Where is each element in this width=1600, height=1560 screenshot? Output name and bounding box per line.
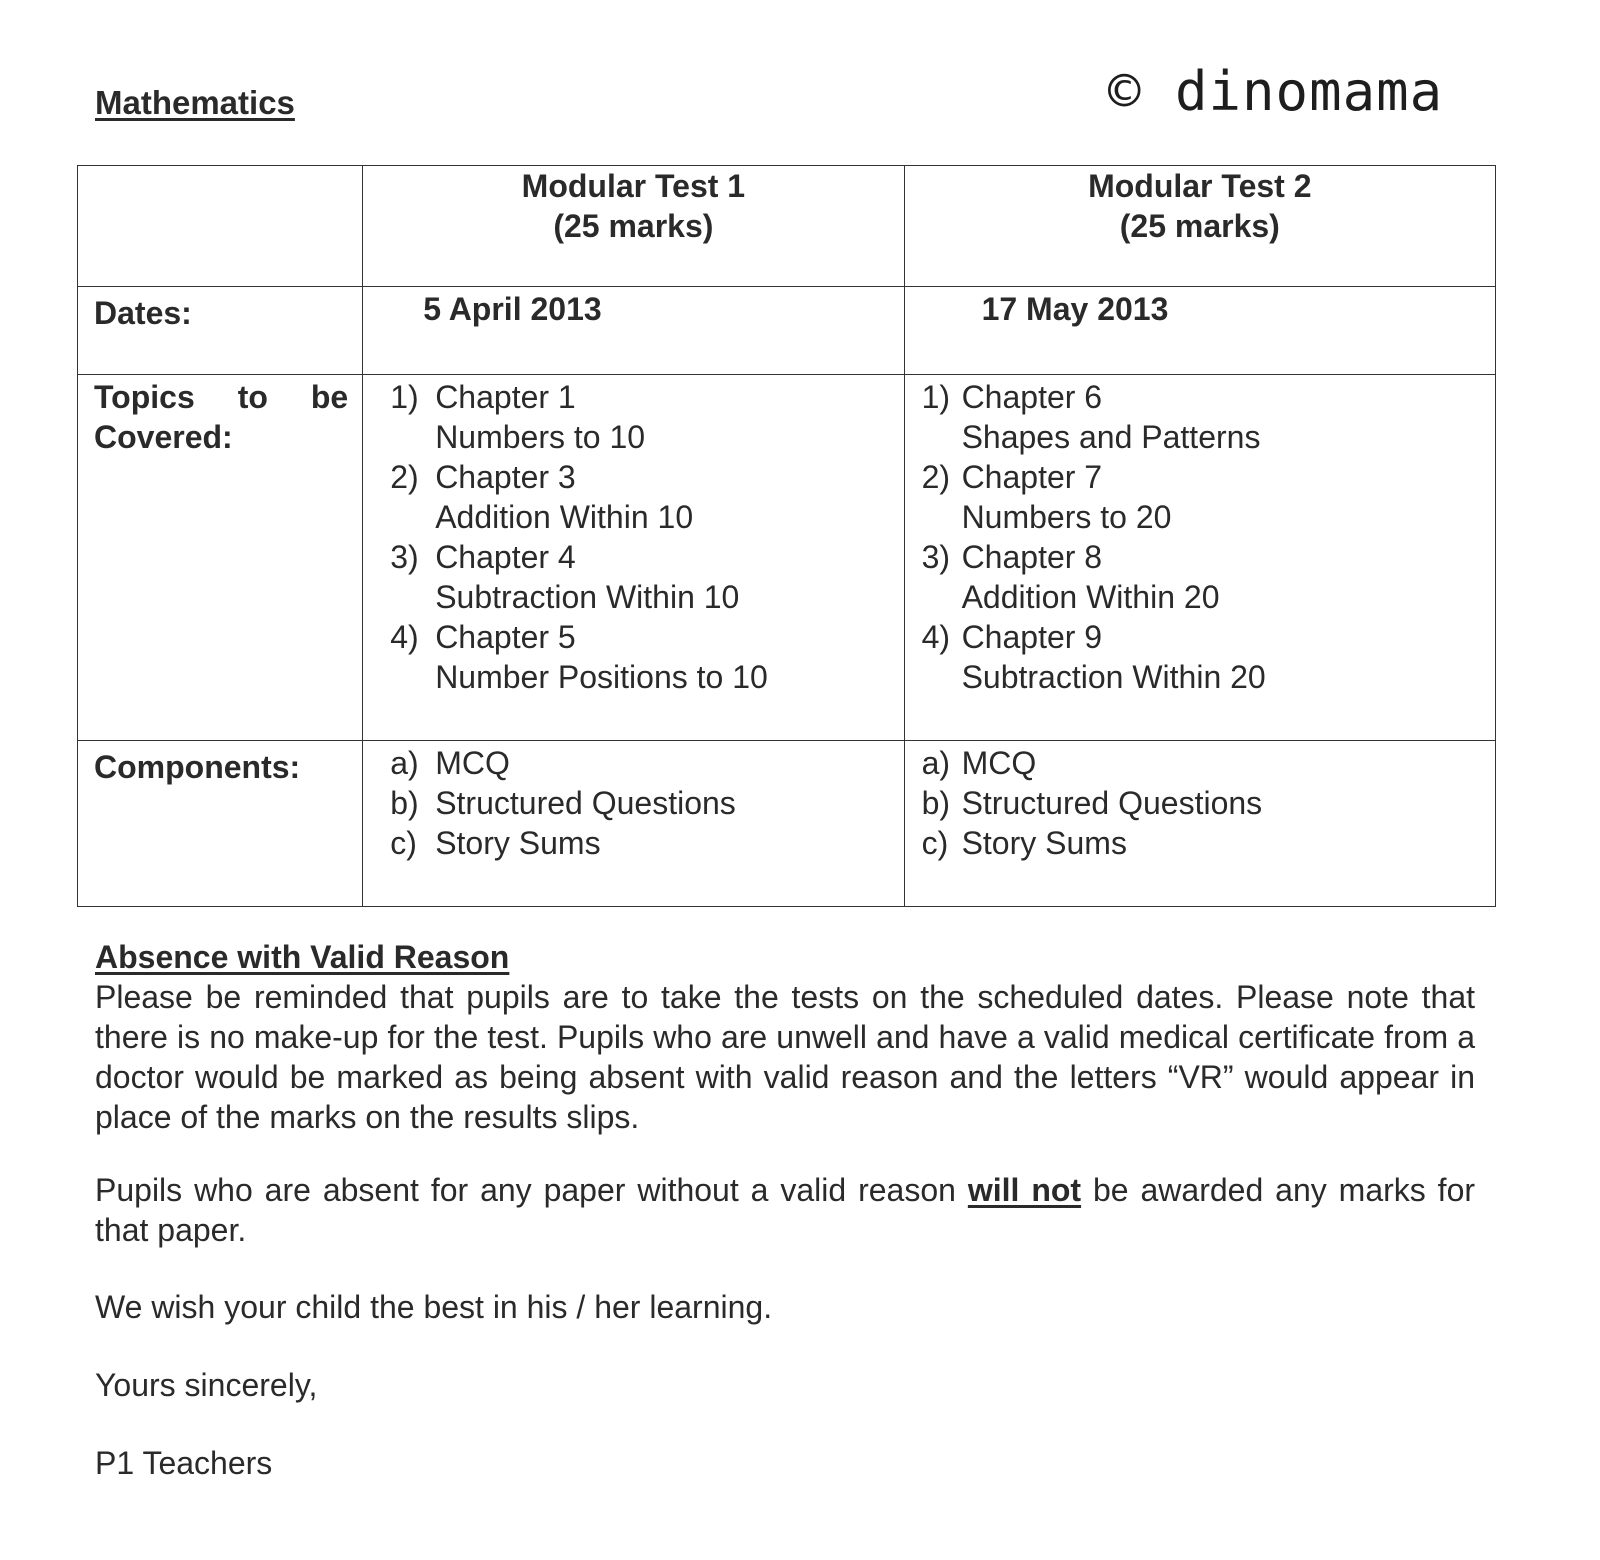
signoff-line: P1 Teachers — [95, 1445, 273, 1481]
test-schedule-table — [77, 165, 1496, 907]
topics-label-word: Topics — [94, 379, 195, 415]
topics-label-line2: Covered: — [94, 419, 233, 455]
dates-label: Dates: — [78, 287, 363, 375]
test1-header — [363, 166, 904, 287]
topics-label — [78, 375, 363, 741]
topics-label-word: to — [237, 379, 268, 415]
topic-item: 2) Chapter 3 Addition Within 10 — [390, 459, 694, 535]
topic-item: 2) Chapter 7 Numbers to 20 — [921, 459, 1172, 535]
test2-topics — [904, 375, 1495, 741]
component-item: b) Structured Questions — [921, 785, 1263, 821]
absence-paragraph: Please be reminded that pupils are to take the tests on the scheduled dates. Please note that there is no make-up for the test. Pupils who are unwell and have a valid medical certificate from a doctor would be marked as being absent with valid reason and the letters “VR” would appear in place of the marks on the results slips. — [95, 979, 1475, 1135]
empty-header-cell — [78, 166, 363, 287]
component-item: c) Story Sums — [921, 825, 1127, 861]
topic-item: 4) Chapter 5 Number Positions to 10 — [390, 619, 768, 695]
topic-item: 1) Chapter 1 Numbers to 10 — [390, 379, 646, 455]
test1-topics — [363, 375, 904, 741]
test1-components — [363, 741, 904, 907]
table-header-row — [78, 166, 1496, 287]
topic-item: 4) Chapter 9 Subtraction Within 20 — [921, 619, 1266, 695]
topics-label-word: be — [310, 379, 349, 415]
test2-name: Modular Test 2 — [1088, 168, 1312, 204]
absence-heading: Absence with Valid Reason — [95, 939, 510, 975]
topic-item: 3) Chapter 4 Subtraction Within 10 — [390, 539, 740, 615]
dates-row — [78, 287, 1496, 375]
closing-line: Yours sincerely, — [95, 1367, 318, 1403]
topic-item: 1) Chapter 6 Shapes and Patterns — [921, 379, 1261, 455]
subject-heading: Mathematics — [95, 84, 295, 121]
component-item: a) MCQ — [390, 745, 510, 781]
test2-marks: (25 marks) — [1119, 208, 1280, 244]
wish-paragraph: We wish your child the best in his / her learning. — [95, 1289, 773, 1325]
test1-date: 5 April 2013 — [363, 287, 904, 375]
components-label: Components: — [78, 741, 363, 907]
test2-components — [904, 741, 1495, 907]
test1-marks: (25 marks) — [553, 208, 714, 244]
topic-item: 3) Chapter 8 Addition Within 20 — [921, 539, 1220, 615]
test2-header — [904, 166, 1495, 287]
test1-name: Modular Test 1 — [521, 168, 746, 204]
test2-date: 17 May 2013 — [904, 287, 1495, 375]
components-row — [78, 741, 1496, 907]
watermark: © dinomama — [1108, 60, 1444, 123]
component-item: a) MCQ — [921, 745, 1037, 781]
component-item: b) Structured Questions — [390, 785, 736, 821]
emphasis-will-not: will not — [967, 1172, 1082, 1208]
penalty-paragraph: Pupils who are absent for any paper without a valid reason will not be awarded any marks for that paper. — [95, 1172, 1476, 1248]
topics-row — [78, 375, 1496, 741]
component-item: c) Story Sums — [390, 825, 601, 861]
